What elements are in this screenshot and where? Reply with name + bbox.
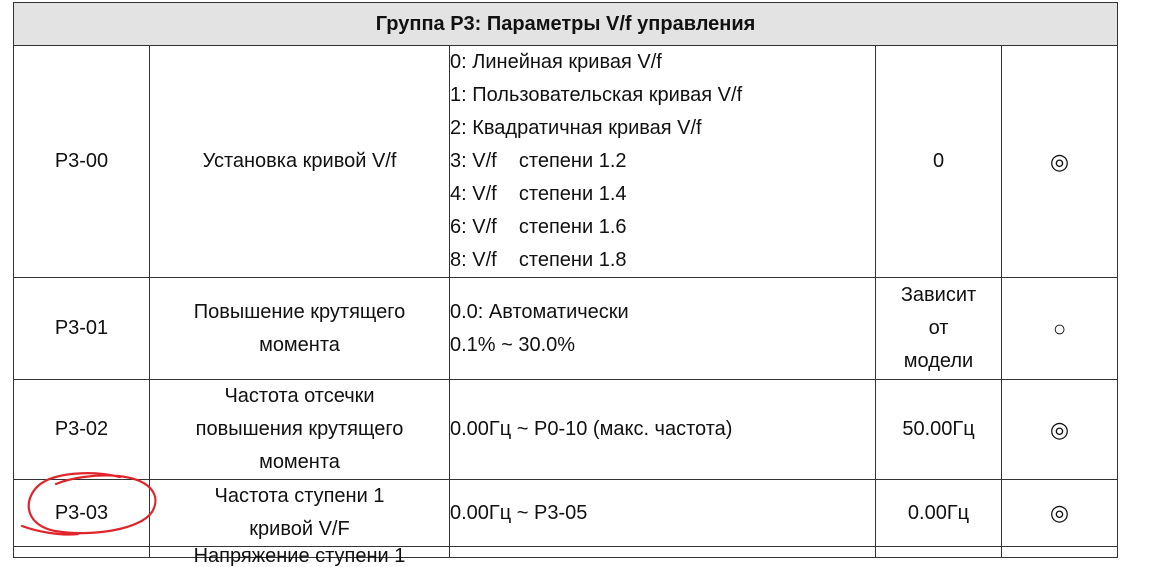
default-line: от xyxy=(928,317,949,339)
param-name xyxy=(150,545,450,567)
param-range xyxy=(450,547,876,558)
circle-icon: ○ xyxy=(1002,278,1118,380)
param-code: P3-01 xyxy=(14,278,150,380)
default-line: 0.00Гц xyxy=(907,501,970,524)
table-row xyxy=(14,380,1118,480)
range-line: 1: Пользовательская кривая V/f xyxy=(450,84,743,106)
default-line: 0 xyxy=(932,150,945,172)
double-circle-icon: ◎ xyxy=(1002,380,1118,480)
range-line: 0.00Гц ~ P0-10 (макс. частота) xyxy=(450,418,733,440)
table-row-partial xyxy=(14,547,1118,558)
double-circle-icon: ◎ xyxy=(1002,480,1118,547)
param-default xyxy=(876,278,1002,380)
param-default xyxy=(876,46,1002,278)
group-header-row xyxy=(14,3,1118,46)
range-line: 6: V/f степени 1.6 xyxy=(450,216,627,238)
param-name-line: Повышение крутящего xyxy=(193,300,406,323)
range-line: 2: Квадратичная кривая V/f xyxy=(450,117,702,139)
param-name-fragment: Напряжение ступени 1 xyxy=(193,545,406,567)
param-code: P3-02 xyxy=(14,380,150,480)
param-code: P3-00 xyxy=(14,46,150,278)
param-name-line: Установка кривой V/f xyxy=(202,150,397,172)
table-row xyxy=(14,278,1118,380)
param-name-line: момента xyxy=(259,333,340,356)
param-name-line: Частота отсечки xyxy=(224,385,375,407)
param-default xyxy=(876,547,1002,558)
double-circle-icon: ◎ xyxy=(1002,46,1118,278)
param-name xyxy=(150,380,450,480)
param-range xyxy=(450,480,876,547)
param-range xyxy=(450,46,876,278)
range-line: 0.1% ~ 30.0% xyxy=(450,333,576,356)
param-name xyxy=(150,46,450,278)
range-line: 4: V/f степени 1.4 xyxy=(450,183,627,205)
default-line: 50.00Гц xyxy=(902,418,975,440)
default-line: модели xyxy=(903,350,974,372)
param-range xyxy=(450,278,876,380)
group-title: Группа P3: Параметры V/f управления xyxy=(14,3,1118,46)
param-name-line: момента xyxy=(259,451,340,473)
table-row xyxy=(14,46,1118,278)
param-code xyxy=(14,547,150,558)
param-default xyxy=(876,480,1002,547)
table-row xyxy=(14,480,1118,547)
parameter-table xyxy=(13,2,1118,567)
range-line: 0.0: Автоматически xyxy=(450,300,629,323)
param-name-line: повышения крутящего xyxy=(195,418,404,440)
param-default xyxy=(876,380,1002,480)
default-line: Зависит xyxy=(900,284,977,306)
range-line: 8: V/f степени 1.8 xyxy=(450,249,627,271)
range-line: 0.00Гц ~ P3-05 xyxy=(450,501,588,524)
range-line: 0: Линейная кривая V/f xyxy=(450,51,662,73)
range-line: 3: V/f степени 1.2 xyxy=(450,150,627,172)
param-code: P3-03 xyxy=(14,480,150,547)
param-name-line: кривой V/F xyxy=(249,518,350,540)
param-attr xyxy=(1002,547,1118,558)
param-name xyxy=(150,278,450,380)
param-range xyxy=(450,380,876,480)
param-name xyxy=(150,480,450,547)
param-name-line: Частота ступени 1 xyxy=(214,485,385,507)
